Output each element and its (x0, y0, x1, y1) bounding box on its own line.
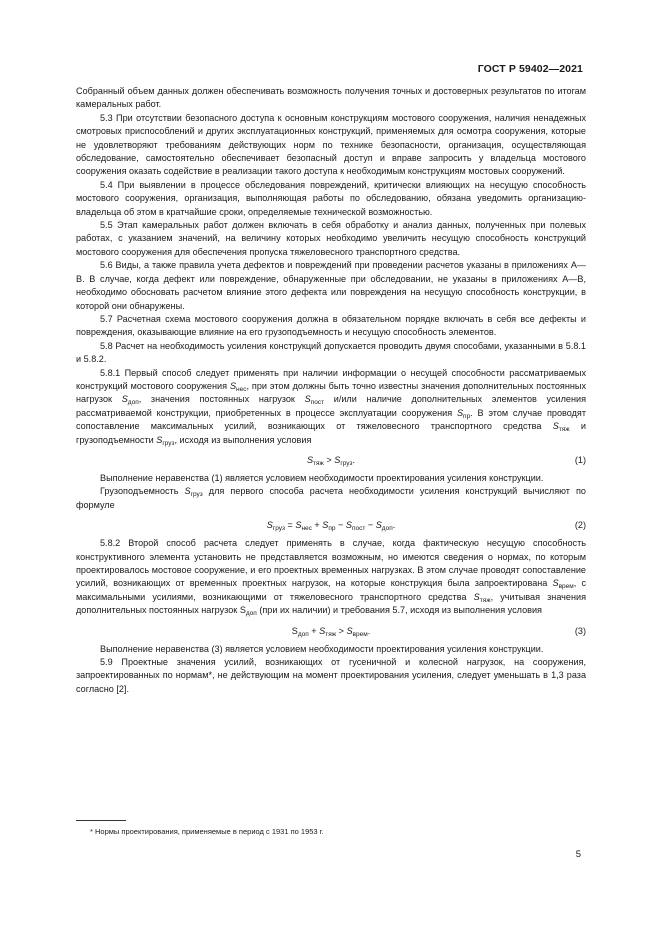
formula-number: (2) (574, 520, 586, 531)
paragraph: Выполнение неравенства (1) является условием необходимости проектирования усиления конструкции. (100, 472, 544, 483)
formula-1: $S_{тяж} > S_{груз}$. (1) (306, 454, 586, 467)
paragraph-5-9: 5.9 Проектные значения усилий, возникающих от гусеничной и колесной нагрузок, на сооружения, запроектированных по нормам*, не действующим на момент проектирования усиления, следует уменьшать в 1,3 раза согласно [2]. (76, 657, 586, 694)
formula-number: (1) (574, 454, 586, 465)
paragraph-5-7: 5.7 Расчетная схема мостового сооружения должна в обязательном порядке включать в себя все дефекты и повреждения, оказывающие влияние на его грузоподъемность и несущую способность элементов. (76, 313, 586, 338)
footnote: * Нормы проектирования, применяемые в период с 1931 по 1953 г. (90, 827, 324, 836)
paragraph-5-3: 5.3 При отсутствии безопасного доступа к основным конструкциям мостового сооружения, наличия ненадежных смотровых приспособлений и других эксплуатационных конструкций, применяемых для осмотра сооружения, которые не удовлетворяют требованиям действующих норм по технике безопасности, организация, осуществляющая обследование, самостоятельно обеспечивает безопасный доступ и вправе запросить у владельца мостового сооружения оказать содействие в реализации такого доступа к необходимым конструкциям мостовых сооружений. (76, 112, 586, 177)
footnote-divider (76, 820, 126, 821)
paragraph-5-8: 5.8 Расчет на необходимость усиления конструкций допускается проводить двумя способами, указанными в 5.8.1 и 5.8.2. (76, 340, 586, 365)
formula-3: $S_{доп} + S_{тяж} > S_{врем}$. (3) (291, 625, 586, 638)
formula-2: $S_{груз} = S_{нес} + S_{пр} - S_{пост} - S_{доп}$. (2) (266, 520, 586, 533)
page-number: 5 (575, 849, 581, 860)
paragraph: Собранный объем данных должен обеспечивать возможность получения точных и достоверных результатов по итогам камеральных работ. (76, 86, 586, 110)
document-body (76, 85, 586, 696)
paragraph-5-5: 5.5 Этап камеральных работ должен включать в себя обработку и анализ данных, полученных при полевых работах, с указанием значений, на величину которых необходимо увеличить несущую способность конструкций мостового сооружения для обеспечения пропуска тяжеловесного транспортного средства. (76, 220, 586, 257)
formula-number: (3) (574, 625, 586, 636)
paragraph-5-8-2: 5.8.2 Второй способ расчета следует применять в случае, когда фактическую несущую способность конструктивного элемента установить не представляется возможным, но имеются сведения о нормах, по которым проектировалось мостовое сооружение, и его проектных временных нагрузках. В этом случае проводят сопоставление усилий, возникающих от временных проектных нагрузок, на которые конструкция была запроектирована $S_{врем}$, с максимальными усилиями, возникающими от тяжеловесного транспортного средства $S_{тяж}$, учитывая значения дополнительных постоянных нагрузок $S_{доп}$ (при их наличии) и требования 5.7, исходя из выполнения условия (76, 538, 586, 618)
paragraph-5-8-1: 5.8.1 Первый способ следует применять при наличии информации о несущей способности рассматриваемых конструкций мостового сооружения $S_{нес}$, при этом должны быть точно известны значения дополнительных постоянных нагрузок $S_{доп}$, значения постоянных нагрузок $S_{пост}$ и/или наличие дополнительных элементов усиления рассматриваемой конструкции, приобретенных в процессе эксплуатации сооружения $S_{пр}$. В этом случае проводят сопоставление максимальных усилий, возникающих от тяжеловесного транспортного средства $S_{тяж}$ и грузоподъемности $S_{груз}$, исходя из выполнения условия (76, 367, 587, 447)
paragraph-5-4: 5.4 При выявлении в процессе обследования повреждений, критически влияющих на несущую способность мостового сооружения, организация, выполняющая работы по обследованию, обязана уведомить организацию-владельца об этом в кратчайшие сроки, определяемые технической возможностью. (76, 179, 586, 217)
paragraph-5-6: 5.6 Виды, а также правила учета дефектов и повреждений при проведении расчетов указаны в приложениях А—В. В случае, когда дефект или повреждение, обнаруженные при обследовании, не указаны в приложениях А—В, необходимо обосновать расчетом влияние этого дефекта или повреждения на несущую способность конструкции, в которой они обнаружены. (76, 260, 586, 311)
paragraph: Грузоподъемность $S_{груз}$ для первого способа расчета необходимости усиления конструкций вычисляют по формуле (76, 486, 586, 510)
paragraph: Выполнение неравенства (3) является условием необходимости проектирования усиления конструкции. (100, 643, 544, 654)
document-header: ГОСТ Р 59402—2021 (477, 63, 583, 75)
